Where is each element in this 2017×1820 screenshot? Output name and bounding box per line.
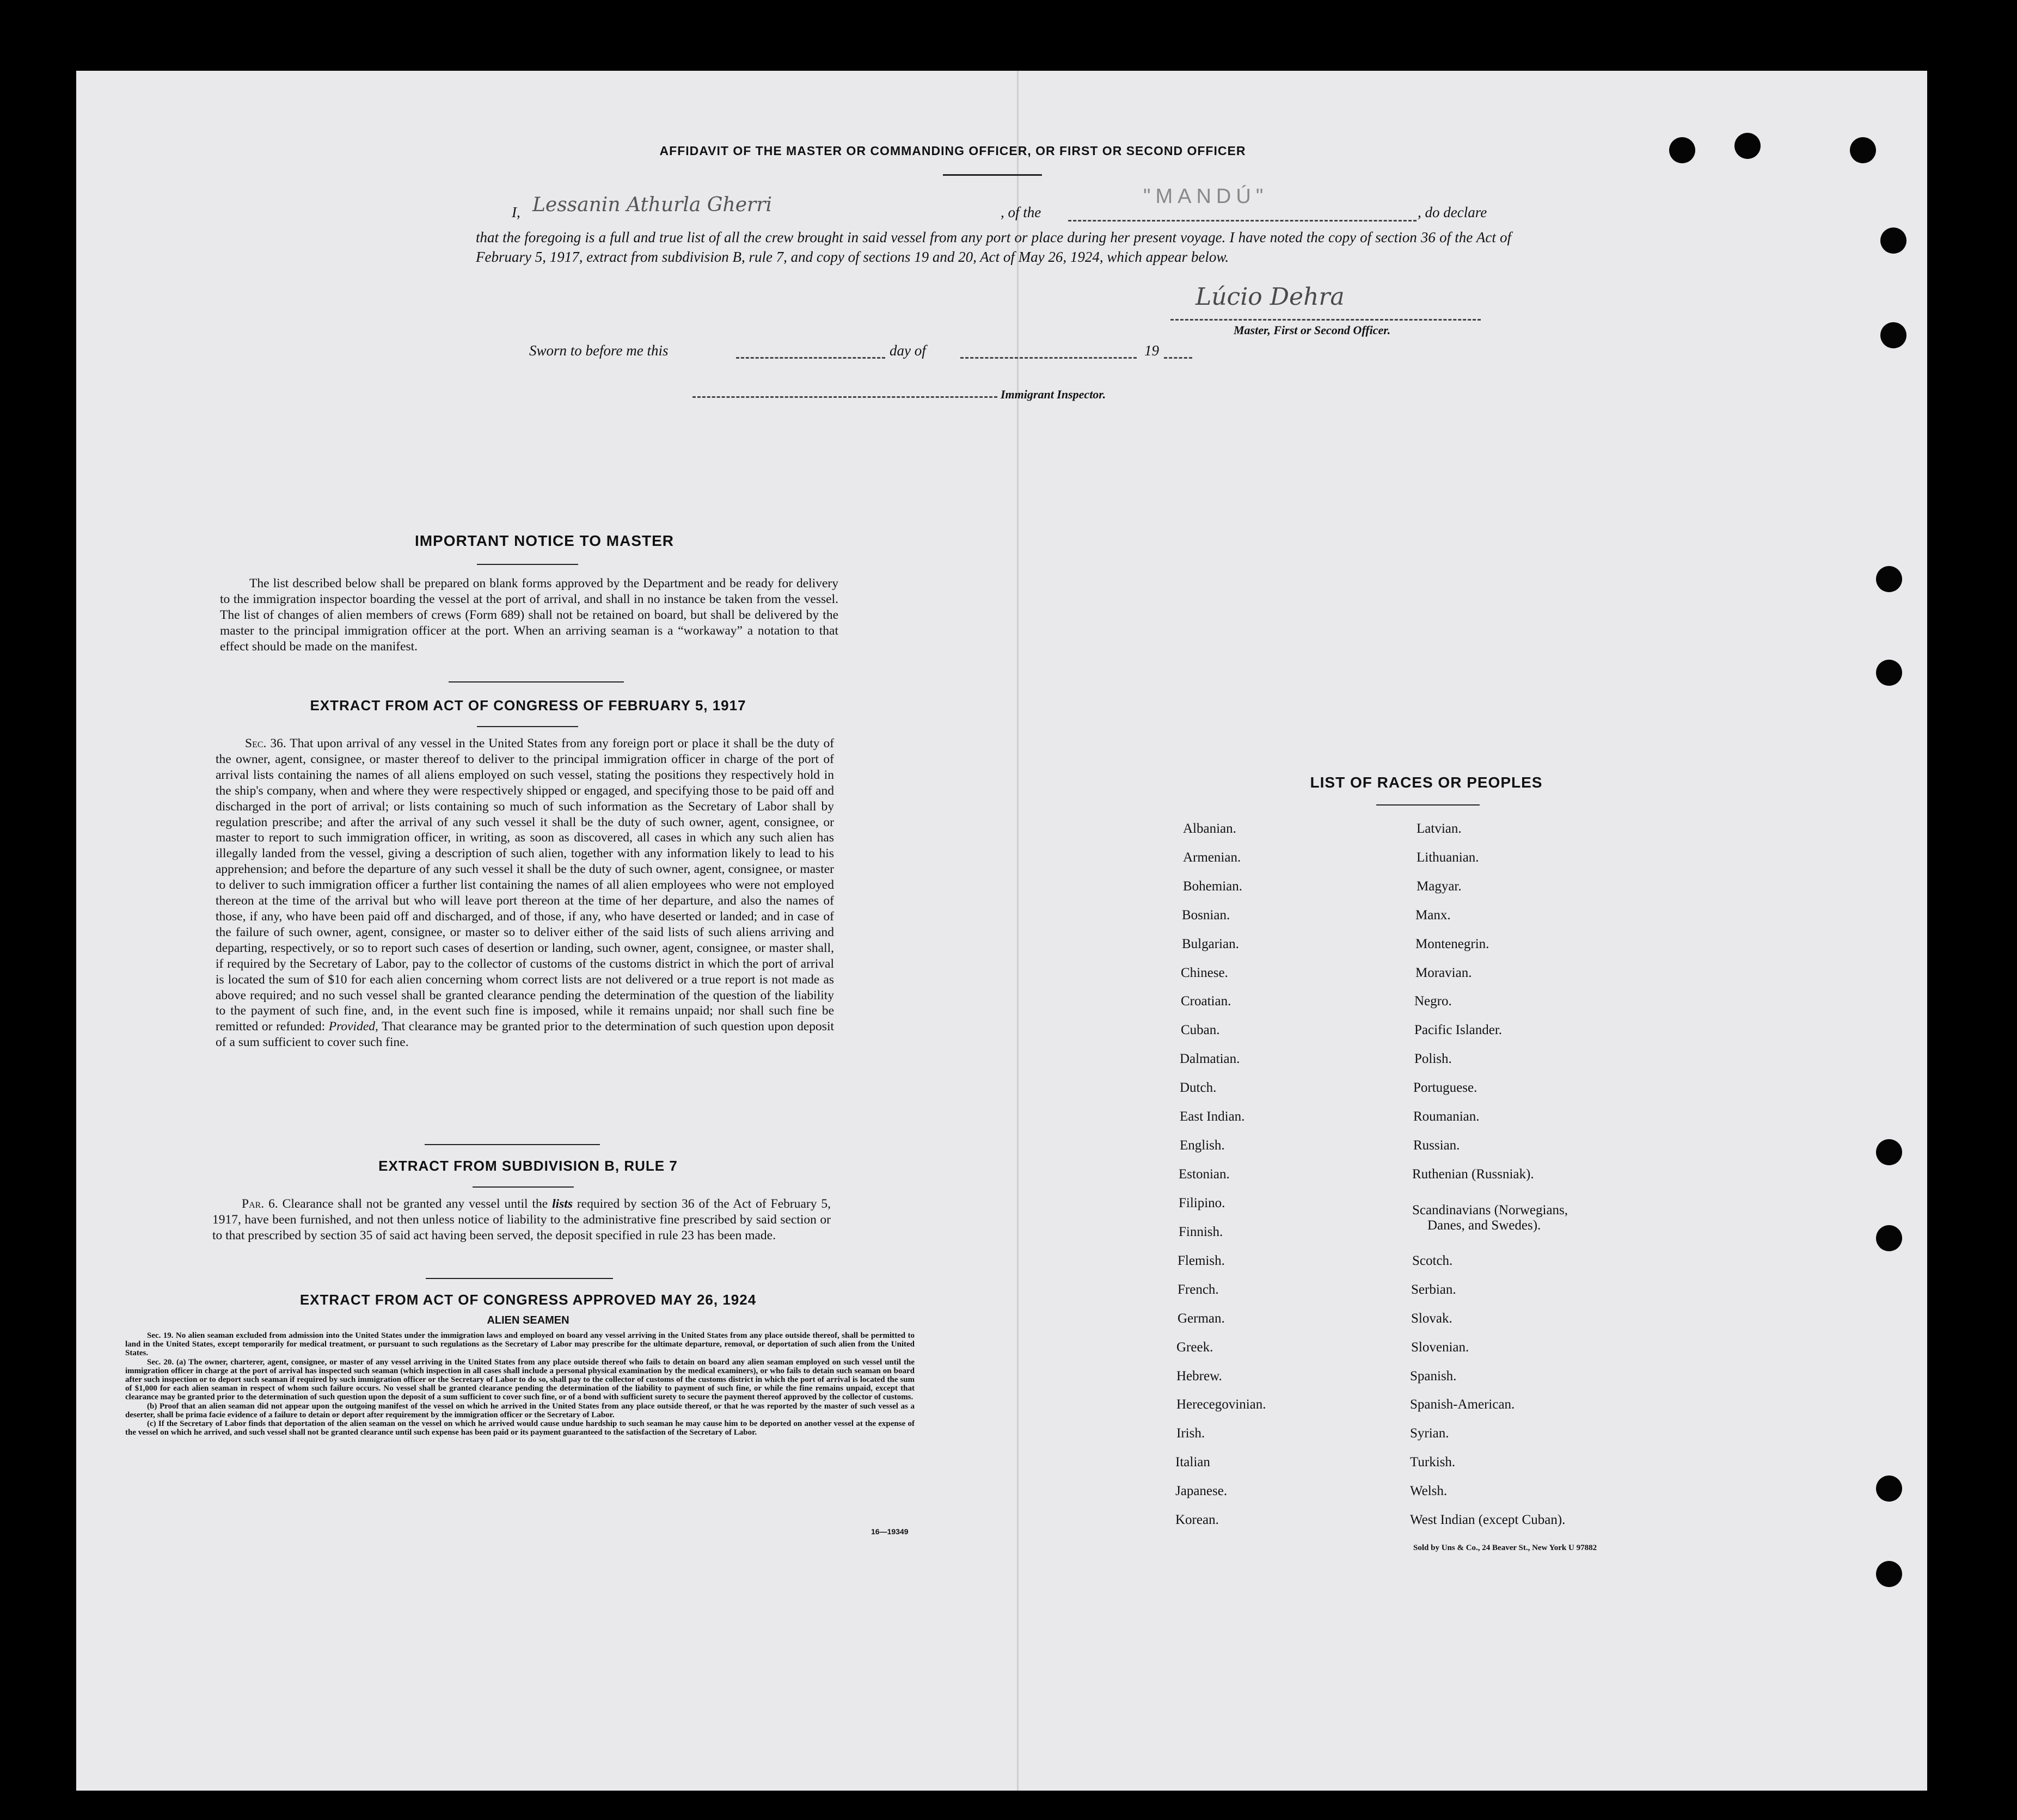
race-right-item: Spanish-American. <box>1410 1397 1515 1412</box>
par-6-label: Par. 6. <box>242 1197 278 1211</box>
punch-hole <box>1734 133 1761 159</box>
title-rule <box>943 174 1042 176</box>
race-left-item: Flemish. <box>1178 1253 1225 1268</box>
race-left-item: Estonian. <box>1179 1167 1230 1182</box>
affidavit-declare: , do declare <box>1418 204 1487 220</box>
race-right-item: Lithuanian. <box>1417 850 1479 865</box>
sec-20c-text: (c) If the Secretary of Labor finds that deportation of the alien seaman on the vessel on which he arrived would cause undue hardship to such seaman he may cause him to be deported on another vessel at the expense of the vessel on which he arrived, and such vessel shall not be granted clearance until such expense has been paid or its payment guaranteed to the satisfaction of the Secretary of Labor. <box>125 1419 915 1437</box>
sec-19-text: Sec. 19. No alien seaman excluded from admission into the United States under the immigration laws and employed on board any vessel arriving in the United States from any place outside thereof, shall be permitted to land in the United States, except temporarily for medical treatment, or pursuant to such regulations as the Secretary of Labor may prescribe for the ultimate departure, removal, or deportation of such alien from the United States. <box>125 1331 915 1358</box>
sworn-text: Sworn to before me this <box>529 342 669 359</box>
master-caption: Master, First or Second Officer. <box>1234 323 1391 337</box>
race-left-item: Bosnian. <box>1182 908 1230 923</box>
printer-imprint: Sold by Uns & Co., 24 Beaver St., New York U 97882 <box>1413 1544 1597 1552</box>
sec-36-label: Sec. 36. <box>245 736 286 751</box>
inspector-line <box>692 396 997 398</box>
punch-hole <box>1876 660 1902 686</box>
race-right-item: Turkish. <box>1410 1455 1456 1469</box>
day-of-text: day of <box>890 342 926 359</box>
race-left-item: Dalmatian. <box>1180 1052 1240 1066</box>
race-right-item: Syrian. <box>1410 1426 1449 1441</box>
punch-hole <box>1850 137 1876 163</box>
race-left-item: French. <box>1178 1282 1219 1297</box>
act-1924-text <box>125 1331 915 1437</box>
race-right-item: Roumanian. <box>1413 1109 1480 1124</box>
race-right-item: Slovenian. <box>1411 1340 1469 1355</box>
race-right-item: Slovak. <box>1411 1311 1452 1326</box>
race-left-item: Filipino. <box>1179 1196 1225 1210</box>
race-left-item: Bohemian. <box>1183 879 1243 894</box>
race-left-item: Greek. <box>1176 1340 1213 1355</box>
punch-hole <box>1880 322 1906 348</box>
section-rule <box>425 1144 600 1145</box>
act-1917-rule <box>477 726 578 727</box>
race-left-item: Croatian. <box>1181 994 1231 1009</box>
vessel-line <box>1068 220 1417 222</box>
race-left-item: Irish. <box>1176 1426 1205 1441</box>
par-6-text <box>212 1196 831 1244</box>
race-left-item: Herecegovinian. <box>1176 1397 1266 1412</box>
race-right-item: Scandinavians (Norwegians, <box>1412 1203 1568 1218</box>
race-left-item: Chinese. <box>1181 966 1228 980</box>
sec-20b-text: (b) Proof that an alien seaman did not appear upon the outgoing manifest of the vessel on which he arrived in the United States from any place outside thereof, or that he was reported by the master of such vessel as a deserter, shall be prima facie evidence of a failure to detain or deport after requirement by the immigration officer or the Secretary of Labor. <box>125 1401 915 1419</box>
punch-hole <box>1669 137 1695 163</box>
race-right-item: Magyar. <box>1417 879 1462 894</box>
signature-line <box>1170 319 1481 321</box>
sec-36-body: That upon arrival of any vessel in the United States from any foreign port or place it shall be the duty of the owner, agent, consignee, or master thereof to deliver to the principal immigration officer in charge of the port of arrival lists containing the names of all aliens employed on such vessel, stating the positions they respectively hold in the ship's company, when and where they were respectively shipped or engaged, and specifying those to be paid off and discharged in the port of arrival; or lists containing so much of such information as the Secretary of Labor shall by regulation prescribe; and after the arrival of any such vessel it shall be the duty of such owner, agent, consignee, or master to report to such immigration officer, in writing, as soon as discovered, all cases in which any such alien has illegally landed from the vessel, giving a description of such alien, together with any information likely to lead to his apprehension; and before the departure of any such vessel it shall be the duty of such owner, agent, consignee, or master to deliver to such immigration officer a further list containing the names of all alien employees who were not employed thereon at the time of the arrival but who will leave port thereon at the time of her departure, and also the names of those, if any, who have been paid off and discharged, and of those, if any, who have deserted or landed; and in case of the failure of such owner, agent, consignee, or master so to deliver either of the said lists of such aliens arriving and departing, respectively, or so to report such cases of desertion or landing, such owner, agent, consignee, or master shall, if required by the Secretary of Labor, pay to the collector of customs of the customs district in which the port of arrival is located the sum of $10 for each alien concerning whom correct lists are not delivered or a true report is not made as above required; and no such vessel shall be granted clearance pending the determination of the question of the liability to the payment of such fine, and, in the event such fine is imposed, while it remains unpaid; nor shall such fine be remitted or refunded: <box>216 736 835 1034</box>
sec-20a-text: Sec. 20. (a) The owner, charterer, agent, consignee, or master of any vessel arriving in the United States from any place outside thereof who fails to detain on board any alien seaman employed on such vessel until the immigration officer in charge at the port of arrival has inspected such seaman (which inspection in all cases shall include a personal physical examination by the medical examiners), or who fails to detain such seaman on board after such inspection or to deport such seaman if required by such immigration officer or the Secretary of Labor to do so, shall pay to the collector of customs of the customs district in which the port of arrival is located the sum of $1,000 for each alien seaman in respect of whom such failure occurs. No vessel shall be granted clearance pending the determination of the liability to payment of such fine, or while the fine remains unpaid, except that clearance may be granted prior to the determination of such question upon the deposit of a sum sufficient to cover such fine, or of a bond with sufficient surety to secure the payment thereof approved by the collector of customs. <box>125 1357 915 1402</box>
punch-hole <box>1876 566 1902 592</box>
sec-36-provided: Provided, <box>328 1019 378 1034</box>
race-right-item: Montenegrin. <box>1415 937 1489 951</box>
race-right-item: Negro. <box>1414 994 1452 1009</box>
race-right-item: Manx. <box>1415 908 1451 923</box>
affidavit-statement: that the foregoing is a full and true list of all the crew brought in said vessel from any port or place during her present voyage. I have noted the copy of section 36 of the Act of February 5, 1917, extract from subdivision B, rule 7, and copy of sections 19 and 20, Act of May 26, 1924, which appear below. <box>476 229 1511 265</box>
year-line <box>1164 357 1192 359</box>
affidavit-i: I, <box>512 204 520 220</box>
race-right-item: Welsh. <box>1410 1484 1448 1498</box>
race-left-item: German. <box>1178 1311 1225 1326</box>
par-6-part-a: Clearance shall not be granted any vessel until the <box>282 1197 548 1211</box>
subdivision-title: EXTRACT FROM SUBDIVISION B, RULE 7 <box>378 1158 678 1174</box>
subdivision-rule <box>473 1186 574 1188</box>
punch-hole <box>1876 1139 1902 1165</box>
affidavit-title: AFFIDAVIT OF THE MASTER OR COMMANDING OFFICER, OR FIRST OR SECOND OFFICER <box>659 144 1246 158</box>
punch-hole <box>1880 228 1906 254</box>
race-right-item: Latvian. <box>1417 821 1462 836</box>
punch-hole <box>1876 1561 1902 1587</box>
race-right-item: Pacific Islander. <box>1414 1023 1503 1037</box>
race-left-item: Bulgarian. <box>1182 937 1239 951</box>
punch-hole <box>1876 1225 1902 1251</box>
year-prefix: 19 <box>1144 342 1159 359</box>
section-rule <box>426 1278 613 1279</box>
race-right-item: Scotch. <box>1412 1253 1453 1268</box>
race-right-item: Polish. <box>1414 1052 1452 1066</box>
notice-title: IMPORTANT NOTICE TO MASTER <box>414 532 675 549</box>
master-signature: Lúcio Dehra <box>1196 283 1345 311</box>
vessel-name-stamp: "MANDÚ" <box>1143 185 1268 208</box>
punch-hole <box>1876 1475 1902 1502</box>
race-right-item: Spanish. <box>1410 1369 1457 1384</box>
race-right-item: West Indian (except Cuban). <box>1410 1512 1566 1527</box>
race-left-item: East Indian. <box>1180 1109 1245 1124</box>
sworn-month-line <box>960 357 1137 359</box>
race-left-item: Dutch. <box>1180 1080 1217 1095</box>
par-6-part-b: required by section 36 of the Act of February 5, 1917, have been furnished, and not then unless notice of liability to the administrative fine prescribed by said section or to that prescribed by section 35 of said act having been served, the deposit specified in rule 23 has been made. <box>212 1197 831 1243</box>
par-6-lists: lists <box>552 1197 573 1211</box>
page-fold <box>1017 71 1019 1791</box>
sworn-day-line <box>736 357 885 359</box>
notice-rule <box>477 564 578 565</box>
inspector-caption: Immigrant Inspector. <box>1001 388 1106 401</box>
race-left-item: Korean. <box>1175 1512 1219 1527</box>
act-1924-subtitle: ALIEN SEAMEN <box>487 1314 569 1326</box>
race-left-item: Cuban. <box>1181 1023 1220 1037</box>
sec-36-text <box>216 736 834 1050</box>
race-left-item: Armenian. <box>1183 850 1241 865</box>
sec-36-end: That clearance may be granted prior to the determination of such question upon deposit of a sum sufficient to cover such fine. <box>216 1019 835 1050</box>
affidavit-of-the: , of the <box>1001 204 1041 220</box>
race-left-item: Italian <box>1175 1455 1210 1469</box>
act-1924-title: EXTRACT FROM ACT OF CONGRESS APPROVED MAY 26, 1924 <box>299 1292 757 1308</box>
race-left-item: Hebrew. <box>1176 1369 1222 1384</box>
race-left-item: English. <box>1180 1138 1225 1153</box>
notice-text: The list described below shall be prepared on blank forms approved by the Department and be ready for delivery to the immigration inspector boarding the vessel at the port of arrival, and shall in no instance be taken from the vessel. The list of changes of alien members of crews (Form 689) shall not be retained on board, but shall be delivered by the master to the principal immigration officer at the port. When an arriving seaman is a “workaway” a notation to that effect should be made on the manifest. <box>220 576 838 654</box>
race-right-item: Serbian. <box>1411 1282 1456 1297</box>
race-left-item: Japanese. <box>1175 1484 1228 1498</box>
act-1917-title: EXTRACT FROM ACT OF CONGRESS OF FEBRUARY 5, 1917 <box>310 697 746 714</box>
race-right-item: Moravian. <box>1415 966 1472 980</box>
race-left-item: Finnish. <box>1179 1225 1223 1239</box>
race-right-item: Russian. <box>1413 1138 1460 1153</box>
race-left-item: Albanian. <box>1183 821 1236 836</box>
race-right-item: Ruthenian (Russniak). <box>1412 1167 1534 1182</box>
race-right-item: Danes, and Swedes). <box>1427 1218 1541 1233</box>
form-number: 16—19349 <box>871 1527 909 1536</box>
race-right-item: Portuguese. <box>1413 1080 1478 1095</box>
master-name-handwriting: Lessanin Athurla Gherri <box>532 194 772 216</box>
races-rule <box>1376 804 1480 806</box>
races-title: LIST OF RACES OR PEOPLES <box>1310 774 1543 791</box>
section-rule <box>449 681 624 682</box>
